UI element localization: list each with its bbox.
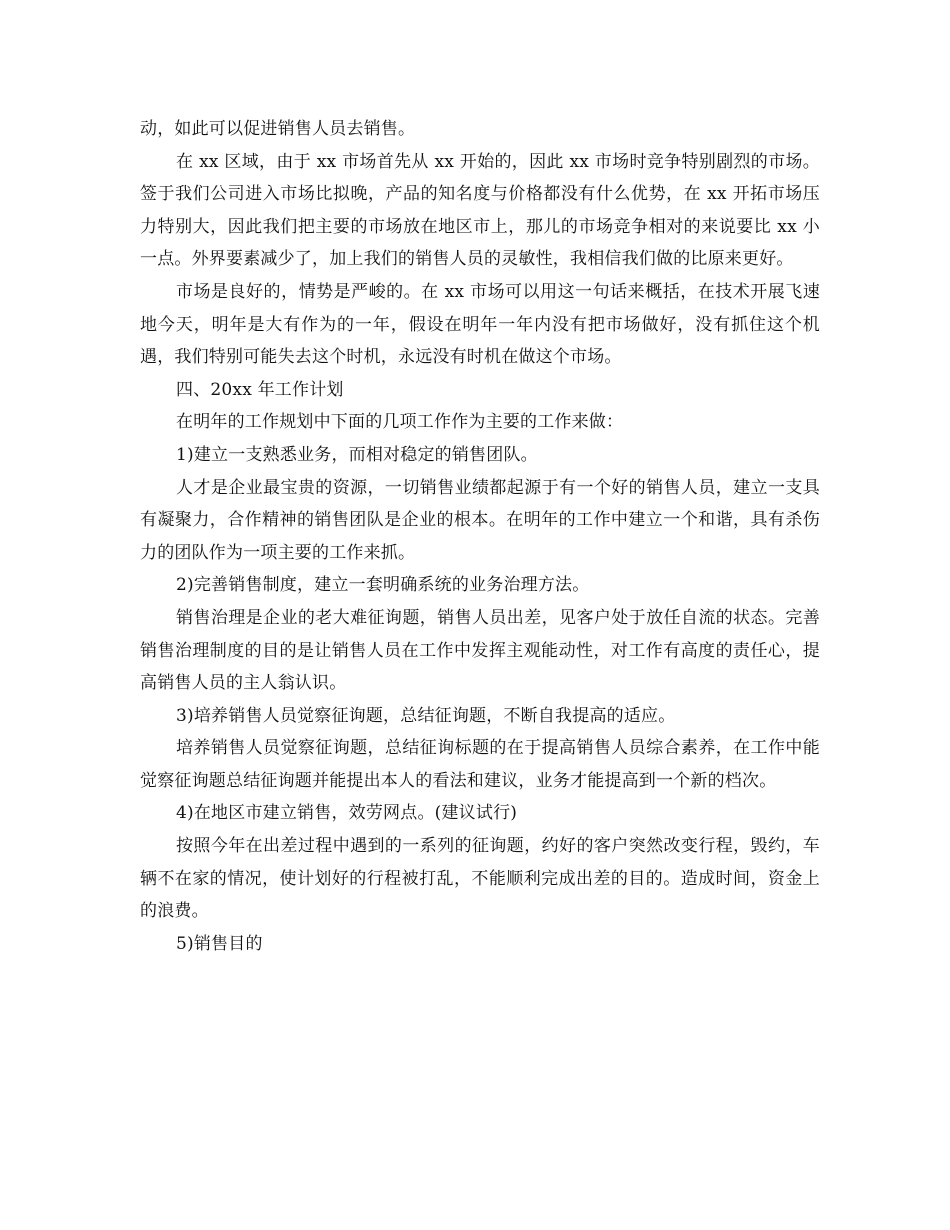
paragraph-item-1: 人才是企业最宝贵的资源，一切销售业绩都起源于有一个好的销售人员，建立一支具有凝聚力，合作精神的销售团队是企业的根本。在明年的工作中建立一个和谐，具有杀伤力的团队作为一项主要的工作来抓。	[140, 477, 820, 563]
item-heading-3: 3)培养销售人员觉察征询题，总结征询题，不断自我提高的适应。	[176, 705, 676, 726]
item-heading-1: 1)建立一支熟悉业务，而相对稳定的销售团队。	[176, 444, 538, 465]
paragraph-item-2: 销售治理是企业的老大难征询题，销售人员出差，见客户处于放任自流的状态。完善销售治理制度的目的是让销售人员在工作中发挥主观能动性，对工作有高度的责任心，提高销售人员的主人翁认识。	[140, 607, 820, 694]
paragraph-2: 在 xx 区域，由于 xx 市场首先从 xx 开始的，因此 xx 市场时竞争特别剧烈的市场。签于我们公司进入市场比拟晚，产品的知名度与价格都没有什么优势，在 xx 开拓市场压力特别大，因此我们把主要的市场放在地区市上，那儿的市场竞争相对的来说要比 xx 小一点。外界要素减少了，加上我们的销售人员的灵敏性，我相信我们做的比原来更好。	[140, 151, 820, 270]
paragraph-item-4: 按照今年在出差过程中遇到的一系列的征询题，约好的客户突然改变行程，毁约，车辆不在家的情况，使计划好的行程被打乱，不能顺利完成出差的目的。造成时间，资金上的浪费。	[140, 836, 820, 922]
paragraph-intro: 在明年的工作规划中下面的几项工作作为主要的工作来做：	[176, 412, 624, 433]
item-heading-5: 5)销售目的	[176, 933, 263, 954]
paragraph-1: 动，如此可以促进销售人员去销售。	[140, 119, 416, 139]
item-heading-2: 2)完善销售制度，建立一套明确系统的业务治理方法。	[176, 575, 590, 596]
paragraph-3: 市场是良好的，情势是严峻的。在 xx 市场可以用这一句话来概括，在技术开展飞速地今天，明年是大有作为的一年，假设在明年一年内没有把市场做好，没有抓住这个机遇，我们特别可能失去这个时机，永远没有时机在做这个市场。	[140, 281, 820, 368]
paragraph-item-3: 培养销售人员觉察征询题，总结征询标题的在于提高销售人员综合素养，在工作中能觉察征询题总结征询题并能提出本人的看法和建议，业务才能提高到一个新的档次。	[140, 738, 820, 791]
document-body	[140, 113, 820, 960]
item-heading-4: 4)在地区市建立销售，效劳网点。(建议试行)	[176, 803, 518, 824]
section-heading-plan: 四、20xx 年工作计划	[176, 379, 344, 400]
